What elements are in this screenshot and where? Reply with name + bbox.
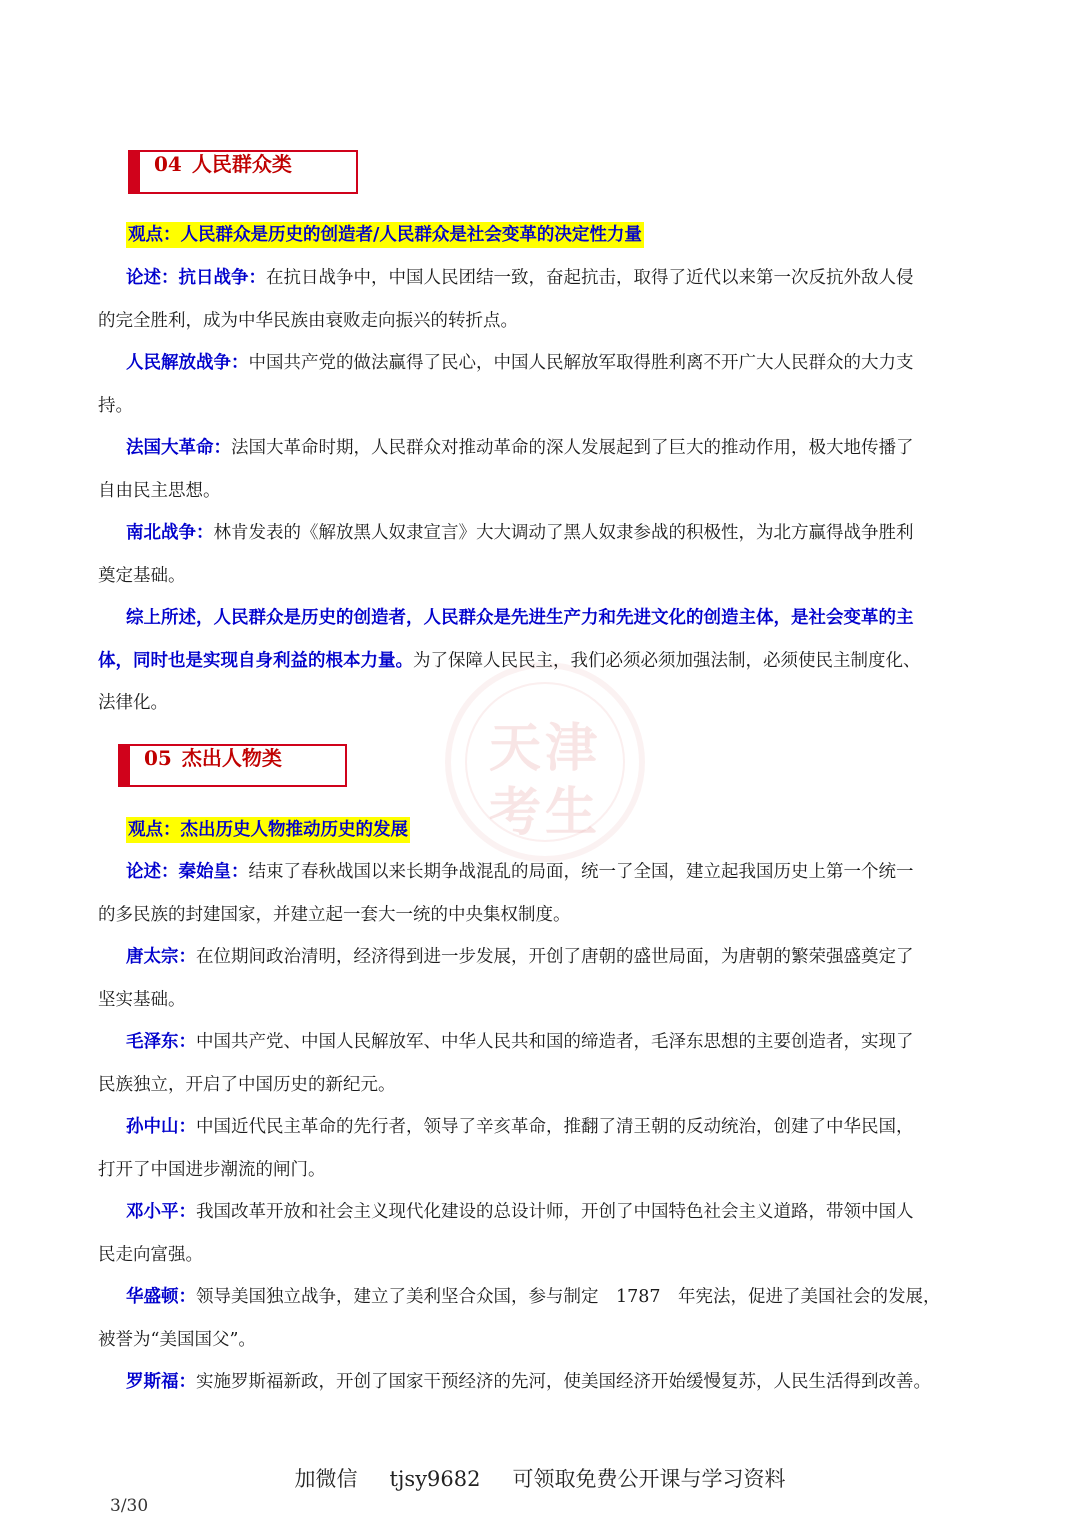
paragraph-line: 被誉为“美国国父”。 [98, 1330, 256, 1350]
section-title [144, 742, 282, 771]
paragraph-line: 自由民主思想。 [98, 481, 221, 501]
section-number: 05 [144, 746, 172, 770]
paragraph-line: 的多民族的封建国家，并建立起一套大一统的中央集权制度。 [98, 905, 571, 925]
section-title-text: 人民群众类 [191, 152, 292, 176]
paragraph-line: 邓小平：我国改革开放和社会主义现代化建设的总设计师，开创了中国特色社会主义道路，带领中国人 [126, 1202, 914, 1222]
paragraph-line: 孙中山：中国近代民主革命的先行者，领导了辛亥革命，推翻了清王朝的反动统治，创建了中华民国， [126, 1117, 914, 1137]
watermark-text-1: 天津 [488, 718, 601, 779]
paragraph-line: 唐太宗：在位期间政治清明，经济得到进一步发展，开创了唐朝的盛世局面，为唐朝的繁荣强盛奠定了 [126, 947, 914, 967]
paragraph-line: 罗斯福：实施罗斯福新政，开创了国家干预经济的先河，使美国经济开始缓慢复苏，人民生活得到改善。 [126, 1372, 931, 1392]
paragraph-line: 毛泽东：中国共产党、中国人民解放军、中华人民共和国的缔造者，毛泽东思想的主要创造者，实现了 [126, 1032, 914, 1052]
page-number: 3/30 [110, 1496, 149, 1516]
section-header-bar [118, 744, 130, 787]
wechat-label: 加微信 [294, 1467, 358, 1491]
viewpoint: 观点：杰出历史人物推动历史的发展 [126, 818, 988, 842]
paragraph-line: 奠定基础。 [98, 566, 186, 586]
wechat-id: tjsy9682 [389, 1467, 481, 1491]
paragraph-line: 的完全胜利，成为中华民族由衰败走向振兴的转折点。 [98, 311, 518, 331]
watermark-text-2: 考生 [488, 782, 601, 843]
footer-promo [0, 1463, 1080, 1493]
section-title [154, 148, 292, 177]
paragraph-line: 论述：抗日战争：在抗日战争中，中国人民团结一致，奋起抗击，取得了近代以来第一次反抗外敌人侵 [126, 268, 914, 288]
section-title-text: 杰出人物类 [181, 746, 282, 770]
viewpoint: 观点：人民群众是历史的创造者/人民群众是社会变革的决定性力量 [126, 223, 988, 247]
paragraph-line: 论述：秦始皇：结束了春秋战国以来长期争战混乱的局面，统一了全国，建立起我国历史上第一个统一 [126, 862, 914, 882]
section-header-bar [128, 150, 140, 194]
summary-line: 体，同时也是实现自身利益的根本力量。为了保障人民民主，我们必须必须加强法制，必须使民主制度化、 [98, 651, 921, 671]
paragraph-line: 华盛顿：领导美国独立战争，建立了美利坚合众国，参与制定 1787 年宪法，促进了美国社会的发展， [126, 1287, 941, 1307]
paragraph-line: 民族独立，开启了中国历史的新纪元。 [98, 1075, 396, 1095]
paragraph-line: 人民解放战争：中国共产党的做法赢得了民心，中国人民解放军取得胜利离不开广大人民群众的大力支 [126, 353, 914, 373]
paragraph-line: 法国大革命：法国大革命时期，人民群众对推动革命的深人发展起到了巨大的推动作用，极大地传播了 [126, 438, 914, 458]
section-number: 04 [154, 152, 182, 176]
paragraph-line: 持。 [98, 396, 133, 416]
paragraph-line: 南北战争：林肯发表的《解放黑人奴隶宣言》大大调动了黑人奴隶参战的积极性，为北方赢得战争胜利 [126, 523, 914, 543]
paragraph-line: 打开了中国进步潮流的闸门。 [98, 1160, 326, 1180]
promo-text: 可领取免费公开课与学习资料 [512, 1467, 786, 1491]
summary-line: 综上所述，人民群众是历史的创造者，人民群众是先进生产力和先进文化的创造主体，是社会变革的主 [126, 608, 914, 628]
paragraph-line: 坚实基础。 [98, 990, 186, 1010]
paragraph-line: 民走向富强。 [98, 1245, 203, 1265]
summary-line: 法律化。 [98, 693, 168, 713]
